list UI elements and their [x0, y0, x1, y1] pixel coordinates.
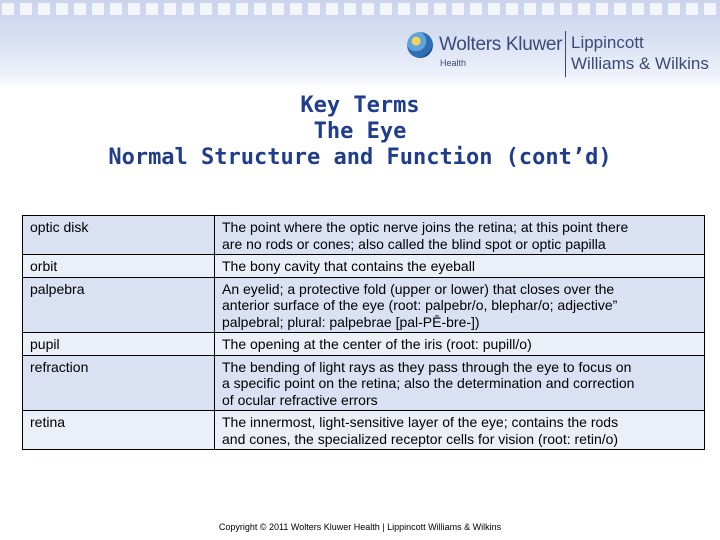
term-cell: palpebra	[23, 277, 215, 333]
definition-line: The point where the optic nerve joins the retina; at this point there	[222, 219, 629, 235]
logo-division: Health	[440, 58, 467, 68]
definition-line: palpebral; plural: palpebrae [pal-PĒ-bre-])	[222, 313, 480, 330]
table-row	[23, 411, 705, 450]
header-grid-pattern	[0, 0, 720, 22]
definition-line: and cones, the specialized receptor cells for vision (root: retin/o)	[222, 430, 619, 447]
key-terms-table	[22, 215, 705, 450]
slide-title	[0, 93, 720, 171]
definition-cell	[215, 333, 705, 356]
definition-line: The opening at the center of the iris (root: pupill/o)	[222, 336, 532, 352]
publisher-logo	[407, 30, 717, 78]
title-line-2: The Eye	[313, 119, 407, 144]
title-line-1: Key Terms	[300, 93, 420, 118]
term-cell: pupil	[23, 333, 215, 356]
term-cell: retina	[23, 411, 215, 450]
logo-brand-line2: Williams & Wilkins	[571, 54, 709, 73]
table-row	[23, 277, 705, 333]
logo-company-name: Wolters Kluwer	[439, 34, 563, 55]
term-cell: optic disk	[23, 216, 215, 255]
header-band	[0, 0, 720, 88]
definition-line: The bending of light rays as they pass through the eye to focus on	[222, 358, 632, 375]
logo-brand	[571, 32, 709, 74]
term-cell: refraction	[23, 355, 215, 411]
table-row	[23, 216, 705, 255]
definition-line: of ocular refractive errors	[222, 391, 378, 408]
definition-line: The innermost, light-sensitive layer of the eye; contains the rods	[222, 414, 619, 430]
title-line-3: Normal Structure and Function (cont’d)	[108, 145, 612, 170]
term-cell: orbit	[23, 255, 215, 278]
definition-line: An eyelid; a protective fold (upper or lower) that closes over the	[222, 280, 615, 297]
definition-cell	[215, 355, 705, 411]
definition-line: The bony cavity that contains the eyeball	[222, 258, 475, 274]
globe-logo-icon	[407, 32, 433, 58]
table-row	[23, 255, 705, 278]
definition-line: a specific point on the retina; also the determination and correction	[222, 375, 635, 391]
copyright-footer: Copyright © 2011 Wolters Kluwer Health | Lippincott Williams & Wilkins	[218, 522, 502, 532]
definition-cell	[215, 411, 705, 450]
table-row	[23, 333, 705, 356]
logo-brand-line1: Lippincott	[571, 33, 644, 52]
definition-cell	[215, 216, 705, 255]
definition-cell	[215, 277, 705, 333]
logo-divider	[565, 31, 566, 77]
definition-cell	[215, 255, 705, 278]
table-row	[23, 355, 705, 411]
definition-line: anterior surface of the eye (root: palpebr/o, blephar/o; adjective”	[222, 297, 618, 313]
definition-line: are no rods or cones; also called the blind spot or optic papilla	[222, 235, 606, 252]
